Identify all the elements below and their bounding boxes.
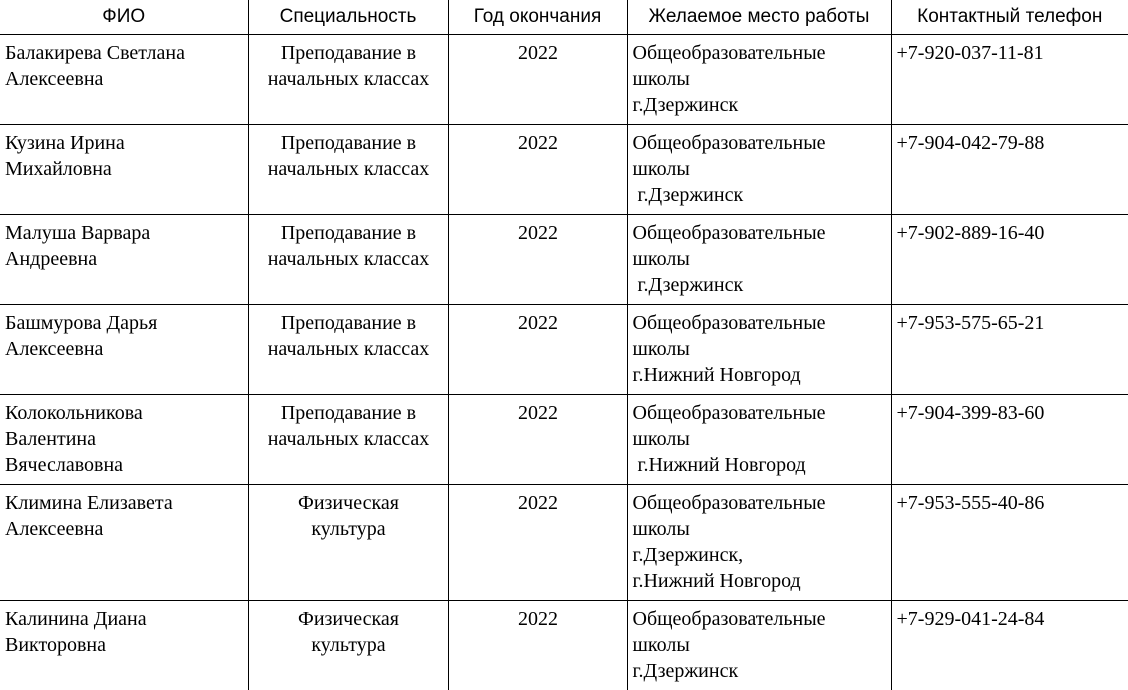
specialty-text: начальных классах bbox=[254, 426, 444, 452]
graduation-year-text: 2022 bbox=[518, 402, 558, 424]
fio-text: Кузина Ирина bbox=[5, 130, 244, 156]
cell-fio bbox=[0, 485, 248, 601]
header-fio: ФИО bbox=[0, 0, 248, 35]
cell-graduation-year bbox=[448, 125, 627, 215]
workplace-text: школы bbox=[633, 336, 887, 362]
workplace-text: г.Нижний Новгород bbox=[633, 568, 887, 594]
workplace-text: школы bbox=[633, 66, 887, 92]
workplace-text: Общеобразовательные bbox=[633, 40, 887, 66]
fio-text: Башмурова Дарья bbox=[5, 310, 244, 336]
contact-phone-text: +7-953-575-65-21 bbox=[897, 312, 1045, 334]
contact-phone-text: +7-904-042-79-88 bbox=[897, 132, 1045, 154]
cell-contact-phone bbox=[891, 601, 1128, 690]
fio-text: Алексеевна bbox=[5, 336, 244, 362]
specialty-text: начальных классах bbox=[254, 246, 444, 272]
header-specialty: Специальность bbox=[248, 0, 448, 35]
cell-desired-workplace bbox=[627, 485, 891, 601]
cell-fio bbox=[0, 35, 248, 125]
contact-phone-text: +7-904-399-83-60 bbox=[897, 402, 1045, 424]
workplace-text: школы bbox=[633, 632, 887, 658]
table-row bbox=[0, 125, 1128, 215]
cell-graduation-year bbox=[448, 485, 627, 601]
specialty-text: начальных классах bbox=[254, 66, 444, 92]
workplace-text: г.Дзержинск bbox=[633, 182, 887, 208]
cell-specialty bbox=[248, 305, 448, 395]
workplace-text: Общеобразовательные bbox=[633, 220, 887, 246]
table-row bbox=[0, 601, 1128, 690]
workplace-text: школы bbox=[633, 426, 887, 452]
workplace-text: г.Дзержинск, bbox=[633, 542, 887, 568]
cell-desired-workplace bbox=[627, 305, 891, 395]
table-row bbox=[0, 395, 1128, 485]
fio-text: Алексеевна bbox=[5, 516, 244, 542]
cell-fio bbox=[0, 395, 248, 485]
workplace-text: г.Нижний Новгород bbox=[633, 452, 887, 478]
fio-text: Валентина bbox=[5, 426, 244, 452]
fio-text: Малуша Варвара bbox=[5, 220, 244, 246]
cell-fio bbox=[0, 125, 248, 215]
header-contact-phone: Контактный телефон bbox=[891, 0, 1128, 35]
fio-text: Алексеевна bbox=[5, 66, 244, 92]
cell-fio bbox=[0, 215, 248, 305]
cell-desired-workplace bbox=[627, 601, 891, 690]
header-graduation-year: Год окончания bbox=[448, 0, 627, 35]
cell-specialty bbox=[248, 485, 448, 601]
fio-text: Михайловна bbox=[5, 156, 244, 182]
contact-phone-text: +7-929-041-24-84 bbox=[897, 608, 1045, 630]
specialty-text: Преподавание в bbox=[254, 310, 444, 336]
graduation-year-text: 2022 bbox=[518, 222, 558, 244]
cell-contact-phone bbox=[891, 395, 1128, 485]
workplace-text: Общеобразовательные bbox=[633, 400, 887, 426]
cell-graduation-year bbox=[448, 35, 627, 125]
cell-graduation-year bbox=[448, 215, 627, 305]
cell-desired-workplace bbox=[627, 35, 891, 125]
cell-fio bbox=[0, 305, 248, 395]
specialty-text: Преподавание в bbox=[254, 40, 444, 66]
graduation-year-text: 2022 bbox=[518, 132, 558, 154]
graduation-year-text: 2022 bbox=[518, 42, 558, 64]
cell-specialty bbox=[248, 35, 448, 125]
graduation-year-text: 2022 bbox=[518, 608, 558, 630]
header-desired-workplace: Желаемое место работы bbox=[627, 0, 891, 35]
specialty-text: Физическая bbox=[254, 490, 444, 516]
table-row bbox=[0, 485, 1128, 601]
workplace-text: г.Дзержинск bbox=[633, 658, 887, 684]
fio-text: Колокольникова bbox=[5, 400, 244, 426]
cell-fio bbox=[0, 601, 248, 690]
specialty-text: начальных классах bbox=[254, 336, 444, 362]
cell-graduation-year bbox=[448, 601, 627, 690]
workplace-text: Общеобразовательные bbox=[633, 606, 887, 632]
fio-text: Климина Елизавета bbox=[5, 490, 244, 516]
workplace-text: Общеобразовательные bbox=[633, 130, 887, 156]
cell-contact-phone bbox=[891, 35, 1128, 125]
fio-text: Калинина Диана bbox=[5, 606, 244, 632]
cell-contact-phone bbox=[891, 215, 1128, 305]
cell-contact-phone bbox=[891, 125, 1128, 215]
contact-phone-text: +7-920-037-11-81 bbox=[897, 42, 1044, 64]
specialty-text: начальных классах bbox=[254, 156, 444, 182]
specialty-text: Преподавание в bbox=[254, 220, 444, 246]
workplace-text: г.Дзержинск bbox=[633, 272, 887, 298]
cell-desired-workplace bbox=[627, 395, 891, 485]
fio-text: Балакирева Светлана bbox=[5, 40, 244, 66]
workplace-text: Общеобразовательные bbox=[633, 310, 887, 336]
specialty-text: Физическая bbox=[254, 606, 444, 632]
workplace-text: г.Нижний Новгород bbox=[633, 362, 887, 388]
cell-specialty bbox=[248, 601, 448, 690]
table-row bbox=[0, 215, 1128, 305]
specialty-text: Преподавание в bbox=[254, 130, 444, 156]
specialty-text: культура bbox=[254, 516, 444, 542]
cell-desired-workplace bbox=[627, 215, 891, 305]
cell-desired-workplace bbox=[627, 125, 891, 215]
table-row bbox=[0, 35, 1128, 125]
specialty-text: культура bbox=[254, 632, 444, 658]
workplace-text: школы bbox=[633, 156, 887, 182]
fio-text: Викторовна bbox=[5, 632, 244, 658]
workplace-text: школы bbox=[633, 246, 887, 272]
workplace-text: г.Дзержинск bbox=[633, 92, 887, 118]
cell-specialty bbox=[248, 395, 448, 485]
cell-contact-phone bbox=[891, 305, 1128, 395]
fio-text: Вячеславовна bbox=[5, 452, 244, 478]
cell-graduation-year bbox=[448, 395, 627, 485]
specialty-text: Преподавание в bbox=[254, 400, 444, 426]
graduation-year-text: 2022 bbox=[518, 312, 558, 334]
cell-specialty bbox=[248, 215, 448, 305]
workplace-text: школы bbox=[633, 516, 887, 542]
fio-text: Андреевна bbox=[5, 246, 244, 272]
cell-specialty bbox=[248, 125, 448, 215]
table-row bbox=[0, 305, 1128, 395]
header-row bbox=[0, 0, 1128, 35]
graduation-year-text: 2022 bbox=[518, 492, 558, 514]
cell-contact-phone bbox=[891, 485, 1128, 601]
contact-phone-text: +7-953-555-40-86 bbox=[897, 492, 1045, 514]
cell-graduation-year bbox=[448, 305, 627, 395]
workplace-text: Общеобразовательные bbox=[633, 490, 887, 516]
contact-phone-text: +7-902-889-16-40 bbox=[897, 222, 1045, 244]
